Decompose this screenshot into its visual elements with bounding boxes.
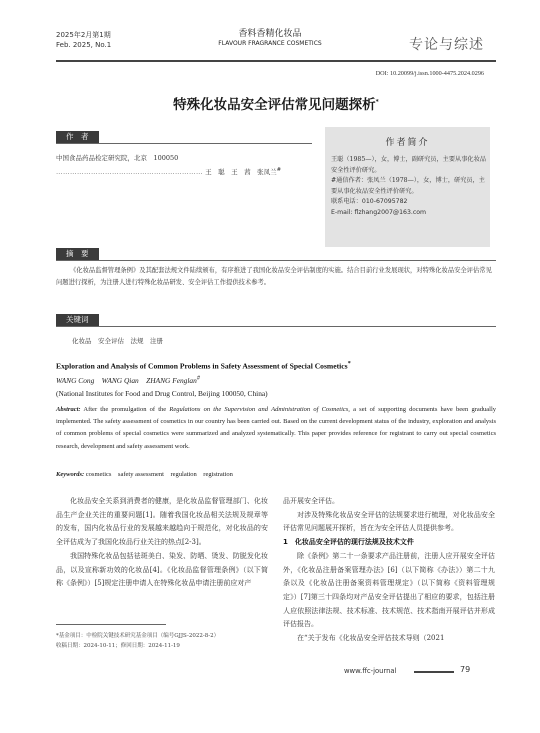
abstract-text-post: , a set of supporting documents have been gradually implemented. The safety assessment of cosmetics in our country has been carried out. Based on the current development status of the industry, exploration and analysis of common problems of special cosmetics were summarized and analyzed systematically. This paper provides reference for registrant to carry out special cosmetics research, development and safety assessment work.: [56, 406, 496, 450]
abstract-rule: [56, 260, 496, 261]
paragraph: 我国特殊化妆品包括祛斑美白、染发、防晒、烫发、防脱发化妆品，以及宣称新功效的化妆品[4]。《化妆品监督管理条例》（以下简称《条例》）[5]规定注册申请人在特殊化妆品申请注册前应对产: [56, 551, 268, 588]
title-mark: *: [375, 98, 379, 106]
abstract-text-pre: After the promulgation of the: [80, 406, 170, 413]
leader-dots: ………………………………………………………: [56, 168, 203, 177]
abstract-text-italic: Regulations on the Supervision and Administration of Cosmetics: [169, 406, 349, 413]
body-left-column: [56, 495, 268, 591]
profile-title: 作者简介: [385, 138, 430, 148]
profile-email: E-mail: flzhang2007@163.com: [331, 208, 427, 216]
english-title: [56, 360, 496, 371]
keywords-label: Keywords:: [56, 471, 85, 478]
abstract-cn-text: 《化妆品监督管理条例》及其配套法规文件陆续颁布，有序推进了我国化妆品安全评估制度的实施。结合目前行业发展现状，对特殊化妆品安全评估常见问题进行探析，为注册人进行特殊化妆品研发、安全评估工作提供技术参考。: [56, 267, 492, 286]
profile-phone: 联系电话：010-67095782: [331, 198, 408, 205]
keywords-text: cosmetics safety assessment regulation registration: [84, 471, 233, 478]
paragraph: 化妆品安全关系到消费者的健康，是化妆品监督管理部门、化妆品生产企业关注的重要问题[1]。随着我国化妆品相关法规及规章等的发布，国内化妆品行业的发展越来越趋向于规范化，对化妆品的安全评估成为了我国化妆品行业关注的热点[2-3]。: [56, 497, 268, 547]
paragraph: 除《条例》第二十一条要求产品注册前，注册人应开展安全评估外，《化妆品注册备案管理办法》[6]（以下简称《办法》）第二十九条以及《化妆品注册备案资料管理规定》（以下简称《资料管理规定》）[7]第三十四条均对产品安全评估提出了相应的要求，包括注册人应依照法律法规、技术标准、技术规范、技术指南开展评估并形成评估报告。: [283, 551, 495, 629]
affiliation: 中国食品药品检定研究院，北京 100050: [56, 154, 179, 162]
keywords-rule: [56, 326, 496, 327]
body-right-column: [283, 495, 495, 646]
english-abstract: [56, 404, 496, 453]
funding-note: *基金项目：中检院关键技术研究基金项目（编号GJJS-2022-8-2）: [56, 633, 220, 639]
english-authors: [56, 375, 200, 386]
abstract-tab: 摘 要: [56, 248, 99, 260]
journal-name: [210, 30, 330, 48]
dates-note: 收稿日期：2024-10-11；修回日期：2024-11-19: [56, 643, 180, 649]
journal-name-en: FLAVOUR FRAGRANCE COSMETICS: [218, 40, 322, 47]
page-number: 79: [460, 665, 471, 674]
abstract-label: Abstract:: [56, 406, 81, 413]
section-heading: 1 化妆品安全评估的现行法规及技术文件: [283, 538, 414, 547]
paragraph: 品开展安全评估。: [283, 497, 339, 505]
column-name: 专论与综述: [409, 37, 484, 53]
abstract-cn: [56, 265, 496, 289]
english-title-mark: *: [347, 360, 351, 367]
footer-rule: [414, 671, 454, 673]
issue-cn: 2025年2月第1期: [56, 31, 111, 39]
journal-url: www.ffc-journal: [344, 667, 397, 675]
title-text: 特殊化妆品安全评估常见问题探析: [173, 97, 376, 113]
article-title: [56, 93, 496, 113]
profile-line: #通信作者：张凤兰（1978—），女，博士，研究员，主要从事化妆品安全性评价研究。: [331, 177, 485, 195]
footnote-rule: [56, 624, 166, 625]
english-affiliation: (National Institutes for Food and Drug Control, Beijing 100050, China): [56, 389, 268, 398]
author-names: 王 聪 王 茜 张凤兰: [205, 168, 277, 177]
keywords-cn: 化妆品 安全评估 法规 注册: [72, 337, 163, 345]
corresponding-mark: #: [276, 167, 282, 173]
english-keywords: [56, 469, 496, 478]
authors-line: [56, 167, 311, 176]
profile-line: 王聪（1985—），女，博士，副研究员，主要从事化妆品安全性评价研究。: [331, 156, 486, 174]
authors-tab: 作 者: [56, 131, 99, 143]
footnote: [56, 631, 268, 651]
header-rule: [56, 60, 496, 62]
profile-body: [331, 155, 486, 218]
keywords-tab: 关键词: [56, 314, 99, 326]
english-author-names: WANG Cong WANG Qian ZHANG Fenglan: [56, 376, 197, 385]
paragraph: 对涉及特殊化妆品安全评估的法规要求进行梳理，对化妆品安全评估常见问题展开探析，旨在为安全评估人员提供参考。: [283, 510, 495, 533]
authors-rule: [56, 143, 312, 144]
english-title-text: Exploration and Analysis of Common Problems in Safety Assessment of Special Cosmetics: [56, 361, 348, 371]
doi: DOI: 10.20099/j.issn.1000-4475.2024.0296: [375, 70, 484, 77]
paragraph: 在“关于发布《化妆品安全评估技术导则（2021: [297, 634, 445, 643]
issue-info: [56, 30, 111, 50]
english-corresponding-mark: #: [196, 375, 200, 382]
issue-en: Feb. 2025, No.1: [56, 41, 112, 49]
journal-name-cn: 香料香精化妆品: [238, 29, 302, 39]
